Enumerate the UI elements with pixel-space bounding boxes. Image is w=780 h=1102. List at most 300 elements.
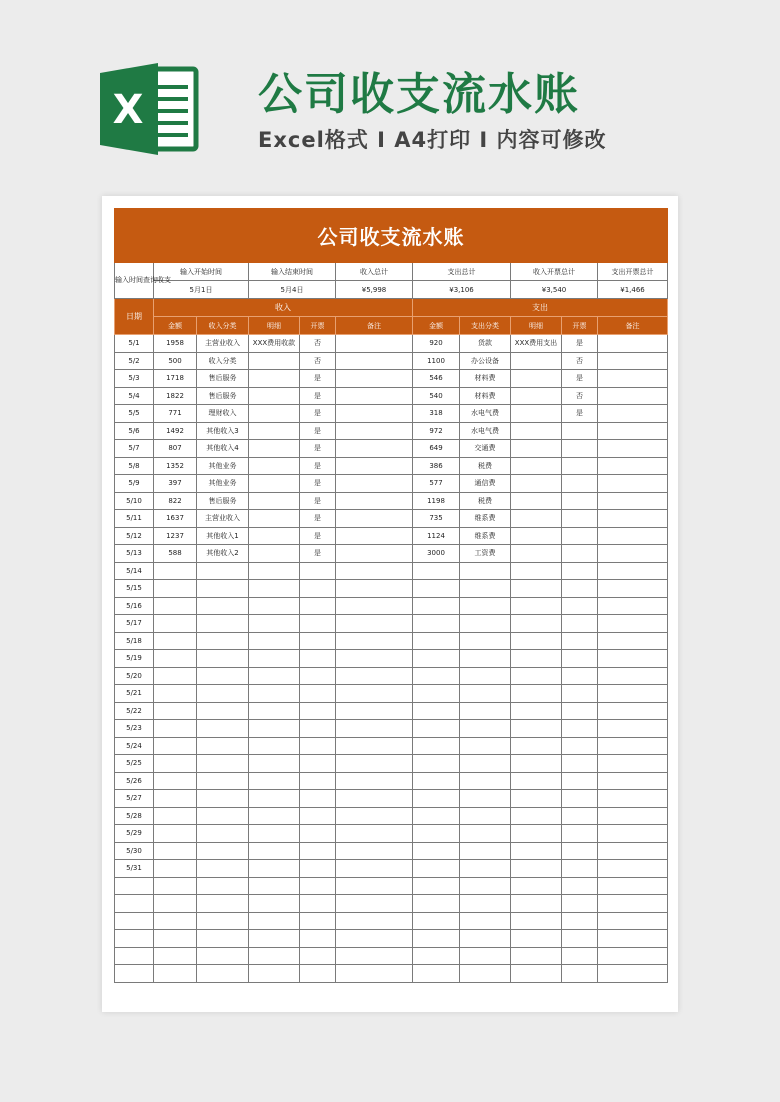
expense-detail-cell[interactable]	[511, 825, 562, 843]
expense-category-cell[interactable]	[460, 650, 511, 668]
expense-note-cell[interactable]	[598, 405, 668, 423]
income-note-cell[interactable]	[336, 877, 413, 895]
expense-note-cell[interactable]	[598, 860, 668, 878]
income-detail-cell[interactable]	[249, 440, 300, 458]
date-cell[interactable]: 5/14	[115, 562, 154, 580]
income-invoice-cell[interactable]: 是	[300, 510, 336, 528]
expense-invoice-cell[interactable]	[562, 702, 598, 720]
income-category-cell[interactable]: 收入分类	[197, 352, 249, 370]
income-note-cell[interactable]	[336, 737, 413, 755]
income-note-cell[interactable]	[336, 720, 413, 738]
date-cell[interactable]: 5/17	[115, 615, 154, 633]
income-detail-cell[interactable]	[249, 510, 300, 528]
date-cell[interactable]: 5/25	[115, 755, 154, 773]
income-note-cell[interactable]	[336, 772, 413, 790]
expense-invoice-cell[interactable]: 是	[562, 335, 598, 353]
expense-note-cell[interactable]	[598, 527, 668, 545]
income-detail-cell[interactable]	[249, 475, 300, 493]
expense-amount-cell[interactable]: 577	[413, 475, 460, 493]
income-detail-cell[interactable]	[249, 352, 300, 370]
income-category-cell[interactable]: 其他收入4	[197, 440, 249, 458]
income-detail-cell[interactable]	[249, 860, 300, 878]
income-category-cell[interactable]: 售后服务	[197, 492, 249, 510]
income-category-cell[interactable]: 其他收入2	[197, 545, 249, 563]
expense-note-cell[interactable]	[598, 440, 668, 458]
expense-detail-cell[interactable]	[511, 895, 562, 913]
income-note-cell[interactable]	[336, 387, 413, 405]
expense-invoice-cell[interactable]	[562, 860, 598, 878]
income-category-cell[interactable]: 理财收入	[197, 405, 249, 423]
income-invoice-cell[interactable]	[300, 755, 336, 773]
expense-invoice-cell[interactable]	[562, 790, 598, 808]
income-amount-cell[interactable]	[154, 702, 197, 720]
income-invoice-cell[interactable]	[300, 562, 336, 580]
expense-amount-cell[interactable]	[413, 562, 460, 580]
date-cell[interactable]: 5/18	[115, 632, 154, 650]
income-category-cell[interactable]: 其他业务	[197, 475, 249, 493]
expense-note-cell[interactable]	[598, 895, 668, 913]
date-cell[interactable]: 5/13	[115, 545, 154, 563]
date-cell[interactable]: 5/22	[115, 702, 154, 720]
expense-invoice-cell[interactable]	[562, 457, 598, 475]
income-category-cell[interactable]	[197, 755, 249, 773]
expense-invoice-cell[interactable]: 是	[562, 405, 598, 423]
income-note-cell[interactable]	[336, 685, 413, 703]
income-amount-cell[interactable]	[154, 860, 197, 878]
expense-detail-cell[interactable]	[511, 720, 562, 738]
income-invoice-cell[interactable]	[300, 965, 336, 983]
income-invoice-cell[interactable]: 是	[300, 422, 336, 440]
expense-invoice-cell[interactable]	[562, 597, 598, 615]
income-invoice-cell[interactable]	[300, 580, 336, 598]
income-category-cell[interactable]	[197, 562, 249, 580]
income-amount-cell[interactable]	[154, 580, 197, 598]
income-detail-cell[interactable]	[249, 650, 300, 668]
income-amount-cell[interactable]	[154, 615, 197, 633]
date-cell[interactable]: 5/5	[115, 405, 154, 423]
date-cell[interactable]: 5/7	[115, 440, 154, 458]
income-category-cell[interactable]	[197, 772, 249, 790]
expense-note-cell[interactable]	[598, 825, 668, 843]
expense-amount-cell[interactable]	[413, 720, 460, 738]
expense-category-cell[interactable]	[460, 755, 511, 773]
income-category-cell[interactable]	[197, 895, 249, 913]
expense-category-cell[interactable]	[460, 702, 511, 720]
expense-note-cell[interactable]	[598, 790, 668, 808]
income-amount-cell[interactable]	[154, 755, 197, 773]
expense-note-cell[interactable]	[598, 702, 668, 720]
income-category-cell[interactable]	[197, 737, 249, 755]
end-date-cell[interactable]: 5月4日	[249, 281, 336, 299]
income-detail-cell[interactable]	[249, 405, 300, 423]
income-invoice-cell[interactable]	[300, 842, 336, 860]
income-amount-cell[interactable]: 1637	[154, 510, 197, 528]
date-cell[interactable]: 5/3	[115, 370, 154, 388]
expense-note-cell[interactable]	[598, 492, 668, 510]
income-amount-cell[interactable]	[154, 947, 197, 965]
expense-note-cell[interactable]	[598, 930, 668, 948]
income-note-cell[interactable]	[336, 352, 413, 370]
income-note-cell[interactable]	[336, 580, 413, 598]
income-amount-cell[interactable]	[154, 667, 197, 685]
income-note-cell[interactable]	[336, 422, 413, 440]
expense-invoice-cell[interactable]	[562, 667, 598, 685]
expense-amount-cell[interactable]	[413, 580, 460, 598]
expense-invoice-cell[interactable]	[562, 947, 598, 965]
income-note-cell[interactable]	[336, 632, 413, 650]
income-category-cell[interactable]	[197, 685, 249, 703]
expense-note-cell[interactable]	[598, 615, 668, 633]
income-detail-cell[interactable]	[249, 737, 300, 755]
income-amount-cell[interactable]	[154, 825, 197, 843]
income-invoice-cell[interactable]	[300, 632, 336, 650]
expense-category-cell[interactable]	[460, 930, 511, 948]
date-cell[interactable]: 5/29	[115, 825, 154, 843]
income-category-cell[interactable]	[197, 720, 249, 738]
expense-amount-cell[interactable]: 735	[413, 510, 460, 528]
income-detail-cell[interactable]	[249, 370, 300, 388]
income-invoice-cell[interactable]	[300, 667, 336, 685]
expense-category-cell[interactable]: 税费	[460, 457, 511, 475]
expense-note-cell[interactable]	[598, 457, 668, 475]
expense-detail-cell[interactable]	[511, 405, 562, 423]
expense-invoice-cell[interactable]	[562, 965, 598, 983]
income-category-cell[interactable]: 其他业务	[197, 457, 249, 475]
expense-category-cell[interactable]	[460, 947, 511, 965]
income-invoice-cell[interactable]	[300, 947, 336, 965]
income-category-cell[interactable]	[197, 580, 249, 598]
income-category-cell[interactable]	[197, 597, 249, 615]
date-cell[interactable]	[115, 930, 154, 948]
expense-note-cell[interactable]	[598, 335, 668, 353]
expense-amount-cell[interactable]	[413, 842, 460, 860]
expense-category-cell[interactable]	[460, 632, 511, 650]
income-amount-cell[interactable]: 1822	[154, 387, 197, 405]
expense-invoice-cell[interactable]: 否	[562, 387, 598, 405]
income-invoice-cell[interactable]: 是	[300, 457, 336, 475]
expense-amount-cell[interactable]	[413, 965, 460, 983]
expense-note-cell[interactable]	[598, 685, 668, 703]
income-note-cell[interactable]	[336, 895, 413, 913]
income-invoice-cell[interactable]	[300, 737, 336, 755]
expense-detail-cell[interactable]	[511, 842, 562, 860]
expense-category-cell[interactable]: 税费	[460, 492, 511, 510]
income-invoice-cell[interactable]: 否	[300, 335, 336, 353]
expense-invoice-cell[interactable]	[562, 632, 598, 650]
income-detail-cell[interactable]	[249, 720, 300, 738]
expense-note-cell[interactable]	[598, 580, 668, 598]
expense-note-cell[interactable]	[598, 562, 668, 580]
income-invoice-cell[interactable]	[300, 702, 336, 720]
expense-detail-cell[interactable]	[511, 510, 562, 528]
expense-note-cell[interactable]	[598, 737, 668, 755]
income-amount-cell[interactable]	[154, 685, 197, 703]
expense-detail-cell[interactable]	[511, 737, 562, 755]
income-amount-cell[interactable]: 397	[154, 475, 197, 493]
income-amount-cell[interactable]	[154, 965, 197, 983]
expense-invoice-cell[interactable]	[562, 807, 598, 825]
date-cell[interactable]: 5/12	[115, 527, 154, 545]
income-category-cell[interactable]: 其他收入1	[197, 527, 249, 545]
expense-category-cell[interactable]	[460, 562, 511, 580]
expense-note-cell[interactable]	[598, 545, 668, 563]
income-invoice-cell[interactable]	[300, 790, 336, 808]
date-cell[interactable]: 5/11	[115, 510, 154, 528]
income-amount-cell[interactable]	[154, 790, 197, 808]
income-amount-cell[interactable]	[154, 562, 197, 580]
income-invoice-cell[interactable]	[300, 912, 336, 930]
income-detail-cell[interactable]	[249, 947, 300, 965]
expense-note-cell[interactable]	[598, 947, 668, 965]
expense-invoice-cell[interactable]	[562, 685, 598, 703]
expense-amount-cell[interactable]	[413, 772, 460, 790]
income-note-cell[interactable]	[336, 755, 413, 773]
income-detail-cell[interactable]	[249, 597, 300, 615]
expense-invoice-cell[interactable]	[562, 842, 598, 860]
expense-category-cell[interactable]	[460, 842, 511, 860]
income-detail-cell[interactable]	[249, 842, 300, 860]
expense-amount-cell[interactable]: 649	[413, 440, 460, 458]
expense-detail-cell[interactable]	[511, 440, 562, 458]
income-note-cell[interactable]	[336, 457, 413, 475]
expense-amount-cell[interactable]	[413, 807, 460, 825]
income-category-cell[interactable]	[197, 912, 249, 930]
date-cell[interactable]: 5/21	[115, 685, 154, 703]
income-category-cell[interactable]: 主营业收入	[197, 335, 249, 353]
income-amount-cell[interactable]	[154, 720, 197, 738]
expense-invoice-cell[interactable]	[562, 475, 598, 493]
income-note-cell[interactable]	[336, 335, 413, 353]
expense-amount-cell[interactable]	[413, 632, 460, 650]
expense-amount-cell[interactable]: 386	[413, 457, 460, 475]
income-invoice-cell[interactable]	[300, 877, 336, 895]
expense-invoice-cell[interactable]	[562, 895, 598, 913]
expense-invoice-cell[interactable]	[562, 755, 598, 773]
expense-detail-cell[interactable]: XXX费用支出	[511, 335, 562, 353]
income-amount-cell[interactable]: 588	[154, 545, 197, 563]
income-invoice-cell[interactable]: 是	[300, 405, 336, 423]
date-cell[interactable]	[115, 895, 154, 913]
income-invoice-cell[interactable]: 是	[300, 492, 336, 510]
income-amount-cell[interactable]	[154, 912, 197, 930]
income-detail-cell[interactable]	[249, 702, 300, 720]
expense-category-cell[interactable]: 通信费	[460, 475, 511, 493]
income-amount-cell[interactable]	[154, 650, 197, 668]
expense-note-cell[interactable]	[598, 667, 668, 685]
expense-amount-cell[interactable]	[413, 895, 460, 913]
expense-note-cell[interactable]	[598, 807, 668, 825]
income-amount-cell[interactable]	[154, 930, 197, 948]
income-amount-cell[interactable]	[154, 772, 197, 790]
expense-amount-cell[interactable]: 540	[413, 387, 460, 405]
income-note-cell[interactable]	[336, 475, 413, 493]
income-category-cell[interactable]	[197, 667, 249, 685]
expense-note-cell[interactable]	[598, 597, 668, 615]
income-amount-cell[interactable]: 500	[154, 352, 197, 370]
income-note-cell[interactable]	[336, 545, 413, 563]
expense-amount-cell[interactable]	[413, 790, 460, 808]
expense-amount-cell[interactable]	[413, 597, 460, 615]
expense-invoice-cell[interactable]	[562, 772, 598, 790]
expense-invoice-cell[interactable]	[562, 545, 598, 563]
date-cell[interactable]	[115, 947, 154, 965]
expense-note-cell[interactable]	[598, 912, 668, 930]
expense-invoice-cell[interactable]	[562, 492, 598, 510]
income-detail-cell[interactable]	[249, 877, 300, 895]
date-cell[interactable]: 5/28	[115, 807, 154, 825]
date-cell[interactable]: 5/15	[115, 580, 154, 598]
income-category-cell[interactable]: 售后服务	[197, 370, 249, 388]
income-category-cell[interactable]: 其他收入3	[197, 422, 249, 440]
expense-detail-cell[interactable]	[511, 947, 562, 965]
expense-category-cell[interactable]	[460, 790, 511, 808]
income-invoice-cell[interactable]: 是	[300, 527, 336, 545]
income-invoice-cell[interactable]	[300, 860, 336, 878]
income-category-cell[interactable]: 售后服务	[197, 387, 249, 405]
expense-amount-cell[interactable]	[413, 860, 460, 878]
income-note-cell[interactable]	[336, 790, 413, 808]
expense-category-cell[interactable]: 材料费	[460, 387, 511, 405]
income-note-cell[interactable]	[336, 860, 413, 878]
income-note-cell[interactable]	[336, 667, 413, 685]
income-detail-cell[interactable]	[249, 387, 300, 405]
date-cell[interactable]	[115, 912, 154, 930]
expense-category-cell[interactable]	[460, 877, 511, 895]
expense-note-cell[interactable]	[598, 650, 668, 668]
expense-note-cell[interactable]	[598, 510, 668, 528]
date-cell[interactable]: 5/9	[115, 475, 154, 493]
income-invoice-cell[interactable]	[300, 807, 336, 825]
income-detail-cell[interactable]	[249, 755, 300, 773]
expense-note-cell[interactable]	[598, 755, 668, 773]
income-note-cell[interactable]	[336, 825, 413, 843]
expense-detail-cell[interactable]	[511, 597, 562, 615]
expense-detail-cell[interactable]	[511, 527, 562, 545]
expense-invoice-cell[interactable]	[562, 562, 598, 580]
income-detail-cell[interactable]	[249, 685, 300, 703]
expense-category-cell[interactable]	[460, 860, 511, 878]
expense-category-cell[interactable]: 水电气费	[460, 422, 511, 440]
date-cell[interactable]: 5/2	[115, 352, 154, 370]
expense-detail-cell[interactable]	[511, 370, 562, 388]
income-note-cell[interactable]	[336, 650, 413, 668]
income-note-cell[interactable]	[336, 527, 413, 545]
income-note-cell[interactable]	[336, 947, 413, 965]
expense-amount-cell[interactable]: 1124	[413, 527, 460, 545]
expense-detail-cell[interactable]	[511, 422, 562, 440]
expense-category-cell[interactable]	[460, 720, 511, 738]
expense-detail-cell[interactable]	[511, 685, 562, 703]
expense-amount-cell[interactable]: 1198	[413, 492, 460, 510]
income-category-cell[interactable]	[197, 702, 249, 720]
expense-detail-cell[interactable]	[511, 877, 562, 895]
income-invoice-cell[interactable]	[300, 930, 336, 948]
expense-detail-cell[interactable]	[511, 492, 562, 510]
expense-note-cell[interactable]	[598, 422, 668, 440]
expense-category-cell[interactable]: 工资费	[460, 545, 511, 563]
income-amount-cell[interactable]	[154, 632, 197, 650]
expense-amount-cell[interactable]	[413, 825, 460, 843]
expense-category-cell[interactable]: 材料费	[460, 370, 511, 388]
expense-detail-cell[interactable]	[511, 562, 562, 580]
date-cell[interactable]: 5/30	[115, 842, 154, 860]
expense-detail-cell[interactable]	[511, 650, 562, 668]
expense-category-cell[interactable]	[460, 965, 511, 983]
expense-category-cell[interactable]	[460, 615, 511, 633]
date-cell[interactable]: 5/4	[115, 387, 154, 405]
income-invoice-cell[interactable]	[300, 720, 336, 738]
expense-detail-cell[interactable]	[511, 352, 562, 370]
date-cell[interactable]: 5/10	[115, 492, 154, 510]
income-detail-cell[interactable]	[249, 527, 300, 545]
expense-amount-cell[interactable]	[413, 737, 460, 755]
income-detail-cell[interactable]	[249, 930, 300, 948]
income-category-cell[interactable]: 主营业收入	[197, 510, 249, 528]
income-note-cell[interactable]	[336, 562, 413, 580]
expense-detail-cell[interactable]	[511, 545, 562, 563]
expense-note-cell[interactable]	[598, 720, 668, 738]
income-category-cell[interactable]	[197, 947, 249, 965]
expense-amount-cell[interactable]	[413, 615, 460, 633]
income-invoice-cell[interactable]: 是	[300, 370, 336, 388]
income-amount-cell[interactable]: 1492	[154, 422, 197, 440]
income-category-cell[interactable]	[197, 632, 249, 650]
expense-amount-cell[interactable]	[413, 930, 460, 948]
income-amount-cell[interactable]	[154, 877, 197, 895]
expense-invoice-cell[interactable]	[562, 912, 598, 930]
income-note-cell[interactable]	[336, 510, 413, 528]
expense-category-cell[interactable]	[460, 737, 511, 755]
date-cell[interactable]: 5/31	[115, 860, 154, 878]
income-invoice-cell[interactable]	[300, 597, 336, 615]
income-category-cell[interactable]	[197, 615, 249, 633]
income-invoice-cell[interactable]	[300, 895, 336, 913]
income-detail-cell[interactable]	[249, 965, 300, 983]
expense-detail-cell[interactable]	[511, 580, 562, 598]
income-note-cell[interactable]	[336, 807, 413, 825]
income-note-cell[interactable]	[336, 440, 413, 458]
expense-category-cell[interactable]	[460, 580, 511, 598]
expense-invoice-cell[interactable]	[562, 877, 598, 895]
expense-category-cell[interactable]: 维系费	[460, 510, 511, 528]
income-detail-cell[interactable]	[249, 772, 300, 790]
start-date-cell[interactable]: 5月1日	[154, 281, 249, 299]
expense-amount-cell[interactable]	[413, 912, 460, 930]
expense-amount-cell[interactable]: 972	[413, 422, 460, 440]
income-note-cell[interactable]	[336, 597, 413, 615]
income-amount-cell[interactable]: 1352	[154, 457, 197, 475]
expense-invoice-cell[interactable]	[562, 422, 598, 440]
expense-invoice-cell[interactable]	[562, 510, 598, 528]
expense-invoice-cell[interactable]	[562, 720, 598, 738]
expense-amount-cell[interactable]: 546	[413, 370, 460, 388]
date-cell[interactable]: 5/27	[115, 790, 154, 808]
expense-category-cell[interactable]: 水电气费	[460, 405, 511, 423]
income-detail-cell[interactable]	[249, 825, 300, 843]
date-cell[interactable]: 5/1	[115, 335, 154, 353]
income-invoice-cell[interactable]: 是	[300, 387, 336, 405]
date-cell[interactable]: 5/8	[115, 457, 154, 475]
date-cell[interactable]: 5/23	[115, 720, 154, 738]
income-amount-cell[interactable]	[154, 737, 197, 755]
expense-detail-cell[interactable]	[511, 387, 562, 405]
income-category-cell[interactable]	[197, 965, 249, 983]
income-amount-cell[interactable]: 1958	[154, 335, 197, 353]
expense-amount-cell[interactable]: 920	[413, 335, 460, 353]
income-amount-cell[interactable]	[154, 807, 197, 825]
income-invoice-cell[interactable]	[300, 825, 336, 843]
income-detail-cell[interactable]	[249, 457, 300, 475]
